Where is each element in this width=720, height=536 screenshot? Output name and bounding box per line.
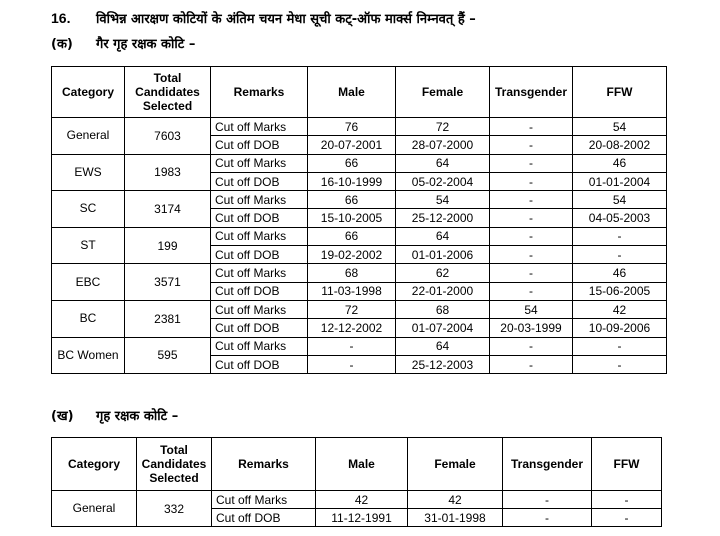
table-row xyxy=(52,118,667,136)
male-cell: 19-02-2002 xyxy=(308,246,396,264)
male-cell: 66 xyxy=(308,154,396,172)
transgender-cell: - xyxy=(490,282,573,300)
female-cell: 68 xyxy=(396,300,490,318)
transgender-cell: 20-03-1999 xyxy=(490,319,573,337)
transgender-cell: - xyxy=(490,337,573,355)
remark-cell: Cut off Marks xyxy=(211,227,308,245)
column-header: FFW xyxy=(592,438,662,491)
male-cell: 72 xyxy=(308,300,396,318)
column-header: Transgender xyxy=(503,438,592,491)
remark-cell: Cut off Marks xyxy=(212,491,316,509)
ffw-cell: 20-08-2002 xyxy=(573,136,667,154)
remark-cell: Cut off DOB xyxy=(211,282,308,300)
category-cell: ST xyxy=(52,227,125,264)
table-row xyxy=(52,154,667,172)
male-cell: - xyxy=(308,355,396,373)
transgender-cell: - xyxy=(490,154,573,172)
transgender-cell: 54 xyxy=(490,300,573,318)
column-header: Category xyxy=(52,438,137,491)
ffw-cell: 42 xyxy=(573,300,667,318)
ffw-cell: - xyxy=(573,227,667,245)
table-header-row xyxy=(52,67,667,118)
remark-cell: Cut off Marks xyxy=(211,154,308,172)
male-cell: 76 xyxy=(308,118,396,136)
category-cell: SC xyxy=(52,191,125,228)
category-cell: BC Women xyxy=(52,337,125,374)
remark-cell: Cut off Marks xyxy=(211,300,308,318)
remark-cell: Cut off DOB xyxy=(212,509,316,527)
ffw-cell: 04-05-2003 xyxy=(573,209,667,227)
column-header: Female xyxy=(396,67,490,118)
remark-cell: Cut off DOB xyxy=(211,355,308,373)
transgender-cell: - xyxy=(490,118,573,136)
female-cell: 42 xyxy=(408,491,503,509)
total-selected-cell: 332 xyxy=(137,491,212,527)
category-cell: General xyxy=(52,491,137,527)
remark-cell: Cut off Marks xyxy=(211,337,308,355)
male-cell: 11-03-1998 xyxy=(308,282,396,300)
transgender-cell: - xyxy=(490,264,573,282)
female-cell: 05-02-2004 xyxy=(396,172,490,190)
table-row xyxy=(52,300,667,318)
female-cell: 72 xyxy=(396,118,490,136)
total-selected-cell: 3571 xyxy=(125,264,211,301)
male-cell: 66 xyxy=(308,227,396,245)
female-cell: 28-07-2000 xyxy=(396,136,490,154)
column-header: Male xyxy=(308,67,396,118)
remark-cell: Cut off DOB xyxy=(211,136,308,154)
section-a-marker: (क) xyxy=(51,37,73,52)
remark-cell: Cut off DOB xyxy=(211,209,308,227)
total-selected-cell: 2381 xyxy=(125,300,211,337)
female-cell: 01-07-2004 xyxy=(396,319,490,337)
table-row xyxy=(52,337,667,355)
male-cell: 16-10-1999 xyxy=(308,172,396,190)
female-cell: 64 xyxy=(396,154,490,172)
female-cell: 22-01-2000 xyxy=(396,282,490,300)
male-cell: 42 xyxy=(316,491,408,509)
male-cell: 66 xyxy=(308,191,396,209)
document-heading: विभिन्न आरक्षण कोटियों के अंतिम चयन मेधा सूची कट्‌-ऑफ मार्क्स निम्नवत्‌ हैं – xyxy=(96,12,476,27)
male-cell: 68 xyxy=(308,264,396,282)
transgender-cell: - xyxy=(503,491,592,509)
total-selected-cell: 3174 xyxy=(125,191,211,228)
male-cell: 11-12-1991 xyxy=(316,509,408,527)
table-row xyxy=(52,491,662,509)
category-cell: General xyxy=(52,118,125,155)
ffw-cell: - xyxy=(573,337,667,355)
transgender-cell: - xyxy=(490,136,573,154)
female-cell: 01-01-2006 xyxy=(396,246,490,264)
total-selected-cell: 199 xyxy=(125,227,211,264)
category-cell: EWS xyxy=(52,154,125,191)
column-header: Remarks xyxy=(211,67,308,118)
male-cell: 12-12-2002 xyxy=(308,319,396,337)
column-header: FFW xyxy=(573,67,667,118)
cutoff-table-home-guard xyxy=(51,437,662,527)
ffw-cell: 15-06-2005 xyxy=(573,282,667,300)
remark-cell: Cut off Marks xyxy=(211,118,308,136)
table-header-row xyxy=(52,438,662,491)
ffw-cell: - xyxy=(592,509,662,527)
female-cell: 25-12-2000 xyxy=(396,209,490,227)
remark-cell: Cut off Marks xyxy=(211,264,308,282)
ffw-cell: - xyxy=(573,246,667,264)
ffw-cell: 46 xyxy=(573,264,667,282)
female-cell: 54 xyxy=(396,191,490,209)
ffw-cell: 46 xyxy=(573,154,667,172)
ffw-cell: 54 xyxy=(573,118,667,136)
female-cell: 62 xyxy=(396,264,490,282)
total-selected-cell: 595 xyxy=(125,337,211,374)
column-header: Total Candidates Selected xyxy=(125,67,211,118)
ffw-cell: - xyxy=(573,355,667,373)
column-header: Female xyxy=(408,438,503,491)
female-cell: 64 xyxy=(396,227,490,245)
transgender-cell: - xyxy=(490,209,573,227)
table-row xyxy=(52,264,667,282)
transgender-cell: - xyxy=(503,509,592,527)
column-header: Remarks xyxy=(212,438,316,491)
ffw-cell: 54 xyxy=(573,191,667,209)
ffw-cell: 01-01-2004 xyxy=(573,172,667,190)
column-header: Category xyxy=(52,67,125,118)
category-cell: BC xyxy=(52,300,125,337)
transgender-cell: - xyxy=(490,355,573,373)
transgender-cell: - xyxy=(490,191,573,209)
female-cell: 64 xyxy=(396,337,490,355)
column-header: Total Candidates Selected xyxy=(137,438,212,491)
section-b-title: गृह रक्षक कोटि – xyxy=(96,409,179,424)
table-row xyxy=(52,191,667,209)
total-selected-cell: 7603 xyxy=(125,118,211,155)
remark-cell: Cut off DOB xyxy=(211,246,308,264)
female-cell: 31-01-1998 xyxy=(408,509,503,527)
category-cell: EBC xyxy=(52,264,125,301)
section-number: 16. xyxy=(51,10,71,26)
section-b-marker: (ख) xyxy=(51,409,74,424)
transgender-cell: - xyxy=(490,227,573,245)
remark-cell: Cut off DOB xyxy=(211,172,308,190)
column-header: Male xyxy=(316,438,408,491)
section-a-title: गैर गृह रक्षक कोटि – xyxy=(96,37,196,52)
remark-cell: Cut off Marks xyxy=(211,191,308,209)
total-selected-cell: 1983 xyxy=(125,154,211,191)
transgender-cell: - xyxy=(490,172,573,190)
remark-cell: Cut off DOB xyxy=(211,319,308,337)
ffw-cell: 10-09-2006 xyxy=(573,319,667,337)
male-cell: 20-07-2001 xyxy=(308,136,396,154)
male-cell: 15-10-2005 xyxy=(308,209,396,227)
table-row xyxy=(52,227,667,245)
transgender-cell: - xyxy=(490,246,573,264)
ffw-cell: - xyxy=(592,491,662,509)
column-header: Transgender xyxy=(490,67,573,118)
cutoff-table-non-home-guard xyxy=(51,66,667,374)
female-cell: 25-12-2003 xyxy=(396,355,490,373)
male-cell: - xyxy=(308,337,396,355)
